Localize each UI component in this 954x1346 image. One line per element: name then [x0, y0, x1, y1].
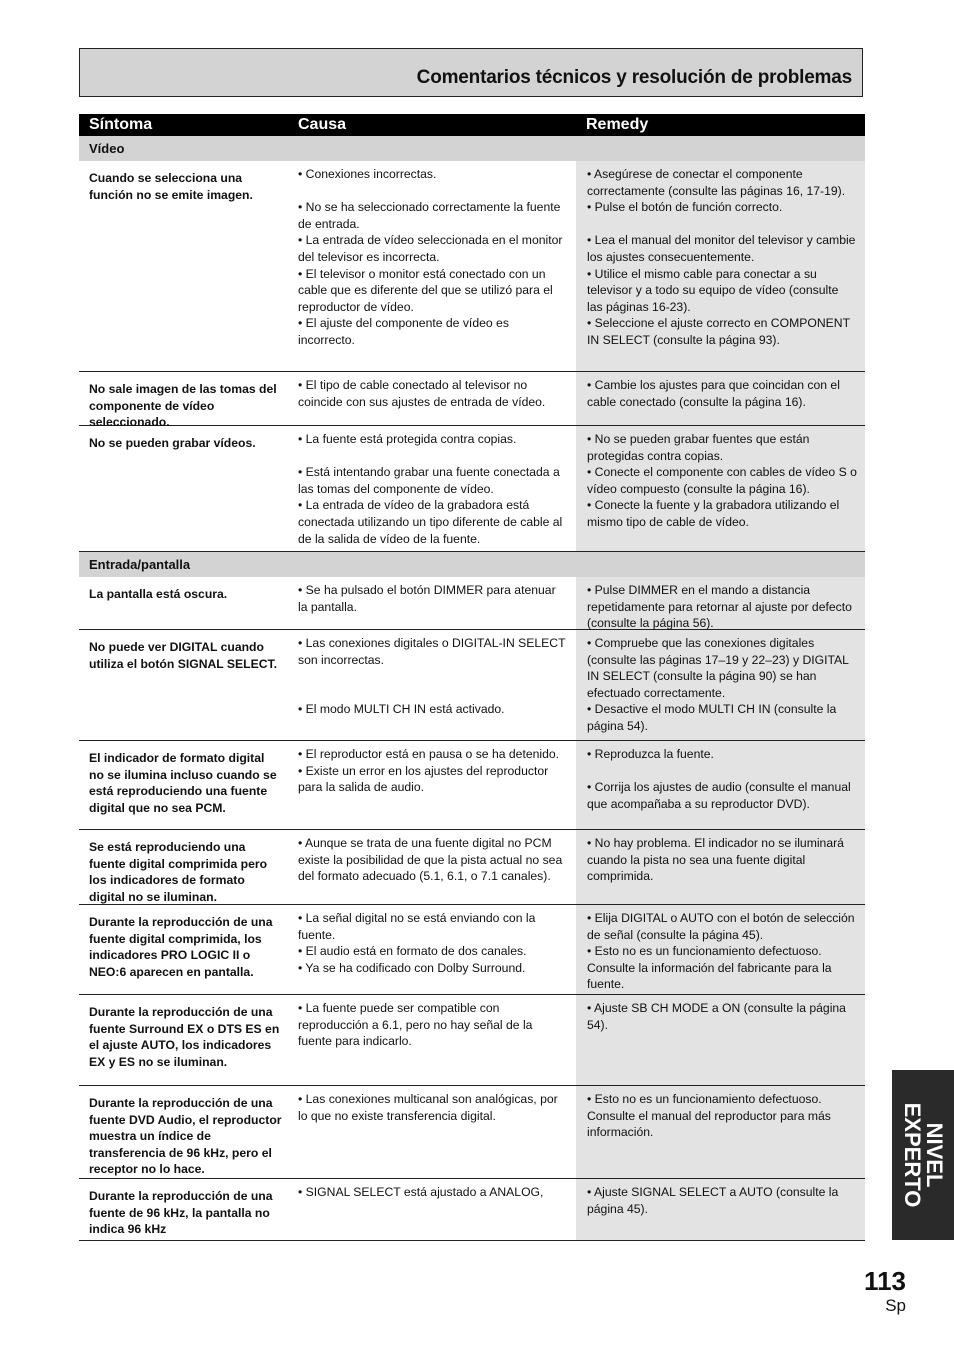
- cause-cell: [288, 830, 576, 904]
- cause-item: • No se ha seleccionado correctamente la fuente de entrada.: [298, 200, 561, 231]
- remedy-item: • Asegúrese de conectar el componente correctamente (consulte las páginas 16, 17-19).: [587, 167, 846, 198]
- remedy-cell: [576, 426, 865, 551]
- remedy-item: • Reproduzca la fuente.: [587, 747, 714, 761]
- cause-cell: [288, 905, 576, 994]
- side-tab-label: [901, 1103, 945, 1208]
- remedy-item: • Lea el manual del monitor del televisor y cambie los ajustes consecuentemente.: [587, 233, 856, 264]
- cause-item: • La fuente está protegida contra copias.: [298, 432, 517, 446]
- cause-cell: [288, 426, 576, 551]
- cause-item: • SIGNAL SELECT está ajustado a ANALOG,: [298, 1185, 544, 1199]
- cause-item: • Está intentando grabar una fuente conectada a las tomas del componente de vídeo.: [298, 465, 560, 496]
- cause-item: • La señal digital no se está enviando con la fuente.: [298, 911, 536, 942]
- remedy-item: • Conecte la fuente y la grabadora utilizando el mismo tipo de cable de vídeo.: [587, 498, 840, 529]
- cause-item: • El ajuste del componente de vídeo es incorrecto.: [298, 316, 509, 347]
- remedy-item: • No se pueden grabar fuentes que están protegidas contra copias.: [587, 432, 810, 463]
- remedy-item: • Seleccione el ajuste correcto en COMPONENT IN SELECT (consulte la página 93).: [587, 316, 850, 347]
- remedy-item: • Compruebe que las conexiones digitales (consulte las páginas 17–19 y 22–23) y DIGITAL IN SELECT (consulte la página 90) se han efectuado correctamente.: [587, 636, 849, 700]
- cause-item: • Aunque se trata de una fuente digital no PCM existe la posibilidad de que la pista actual no sea del formato adecuado (5.1, 6.1, o 7.1 canales).: [298, 836, 563, 884]
- section-header-video: Vídeo: [79, 136, 865, 161]
- symptom-cell: Cuando se selecciona una función no se emite imagen.: [89, 171, 253, 202]
- column-header-symptom: Síntoma: [89, 116, 153, 133]
- remedy-item: • Ajuste SIGNAL SELECT a AUTO (consulte la página 45).: [587, 1185, 839, 1216]
- remedy-item: • Conecte el componente con cables de vídeo S o vídeo compuesto (consulte la página 16).: [587, 465, 857, 496]
- cause-cell: [288, 1179, 576, 1240]
- cause-cell: [288, 161, 576, 371]
- cause-cell: [288, 372, 576, 425]
- remedy-item: • Utilice el mismo cable para conectar a su televisor y a todo su equipo de vídeo (consulte las páginas 16-23).: [587, 266, 839, 314]
- header-banner: [79, 48, 863, 97]
- section-side-tab: [892, 1070, 954, 1240]
- remedy-cell: [576, 741, 865, 829]
- cause-item: • Se ha pulsado el botón DIMMER para atenuar la pantalla.: [298, 583, 556, 614]
- cause-cell: [288, 577, 576, 629]
- symptom-cell: Durante la reproducción de una fuente DVD Audio, el reproductor muestra un índice de transferencia de 96 kHz, pero el receptor no lo hace.: [89, 1096, 282, 1177]
- symptom-cell: No puede ver DIGITAL cuando utiliza el botón SIGNAL SELECT.: [89, 640, 278, 671]
- table-row: [79, 426, 865, 552]
- remedy-item: • Ajuste SB CH MODE a ON (consulte la página 54).: [587, 1001, 846, 1032]
- remedy-cell: [576, 161, 865, 371]
- column-header-cause: Causa: [298, 116, 347, 133]
- page-title: Comentarios técnicos y resolución de problemas: [416, 67, 852, 88]
- symptom-cell: Durante la reproducción de una fuente Surround EX o DTS ES en el ajuste AUTO, los indicadores EX y ES no se iluminan.: [89, 1005, 280, 1069]
- cause-item: • Conexiones incorrectas.: [298, 167, 437, 181]
- remedy-cell: [576, 830, 865, 904]
- remedy-item: • Corrija los ajustes de audio (consulte el manual que acompañaba a su reproductor DVD).: [587, 780, 851, 811]
- table-row: [79, 161, 865, 372]
- side-tab-line2: EXPERTO: [900, 1102, 925, 1208]
- symptom-cell: Durante la reproducción de una fuente de 96 kHz, la pantalla no indica 96 kHz: [89, 1189, 273, 1237]
- remedy-cell: [576, 1086, 865, 1178]
- table-row: [79, 995, 865, 1086]
- cause-cell: [288, 995, 576, 1085]
- table-row: [79, 630, 865, 741]
- remedy-item: • Desactive el modo MULTI CH IN (consulte la página 54).: [587, 702, 837, 733]
- symptom-cell: Durante la reproducción de una fuente digital comprimida, los indicadores PRO LOGIC II o NEO:6 aparecen en pantalla.: [89, 915, 273, 979]
- remedy-item: • Cambie los ajustes para que coincidan con el cable conectado (consulte la página 16).: [587, 378, 840, 409]
- symptom-cell: Se está reproduciendo una fuente digital comprimida pero los indicadores de formato digital no se iluminan.: [89, 840, 268, 904]
- page-number: 113: [864, 1266, 906, 1296]
- troubleshooting-table: [79, 114, 865, 1241]
- page-language-code: Sp: [885, 1296, 906, 1315]
- cause-item: • Las conexiones digitales o DIGITAL-IN SELECT son incorrectas.: [298, 636, 566, 667]
- symptom-cell: El indicador de formato digital no se ilumina incluso cuando se está reproduciendo una fuente digital que no sea PCM.: [89, 751, 277, 815]
- remedy-cell: [576, 905, 865, 994]
- cause-item: • La entrada de vídeo seleccionada en el monitor del televisor es incorrecta.: [298, 233, 563, 264]
- section-header-input-display: Entrada/pantalla: [79, 552, 865, 577]
- table-row: [79, 1179, 865, 1241]
- remedy-cell: [576, 1179, 865, 1240]
- cause-item: • El modo MULTI CH IN está activado.: [298, 702, 505, 717]
- symptom-cell: No sale imagen de las tomas del componente de vídeo seleccionado.: [89, 382, 277, 430]
- table-row: [79, 372, 865, 430]
- remedy-item: • Pulse DIMMER en el mando a distancia repetidamente para retornar al ajuste por defecto (consulte la página 56).: [587, 583, 852, 631]
- remedy-item: • Elija DIGITAL o AUTO con el botón de selección de señal (consulte la página 45).: [587, 911, 855, 942]
- column-header-remedy: Remedy: [586, 116, 649, 133]
- symptom-cell: No se pueden grabar vídeos.: [89, 436, 256, 450]
- remedy-cell: [576, 577, 865, 629]
- cause-item: • El tipo de cable conectado al televisor no coincide con sus ajustes de entrada de vídeo.: [298, 378, 546, 409]
- table-row: [79, 741, 865, 830]
- cause-cell: [288, 1086, 576, 1178]
- remedy-cell: [576, 630, 865, 740]
- table-row: [79, 577, 865, 630]
- remedy-cell: [576, 372, 865, 425]
- remedy-item: • Pulse el botón de función correcto.: [587, 200, 783, 215]
- cause-item: • La fuente puede ser compatible con reproducción a 6.1, pero no hay señal de la fuente para indicarlo.: [298, 1001, 533, 1049]
- cause-cell: [288, 741, 576, 829]
- symptom-cell: La pantalla está oscura.: [89, 587, 228, 601]
- cause-item: • Existe un error en los ajustes del reproductor para la salida de audio.: [298, 763, 549, 795]
- side-tab-line1: NIVEL: [922, 1122, 947, 1188]
- table-row: [79, 830, 865, 905]
- cause-item: • Ya se ha codificado con Dolby Surround.: [298, 960, 526, 975]
- remedy-cell: [576, 995, 865, 1085]
- cause-item: • La entrada de vídeo de la grabadora está conectada utilizando un tipo diferente de cable al de la salida de vídeo de la fuente.: [298, 498, 563, 546]
- cause-item: • El televisor o monitor está conectado con un cable que es diferente del que se utilizó para el reproductor de vídeo.: [298, 266, 553, 314]
- cause-item: • El reproductor está en pausa o se ha detenido.: [298, 747, 560, 761]
- table-row: [79, 1086, 865, 1179]
- remedy-item: • No hay problema. El indicador no se iluminará cuando la pista no sea una fuente digital comprimida.: [587, 836, 844, 884]
- table-row: [79, 905, 865, 995]
- cause-item: • Las conexiones multicanal son analógicas, por lo que no existe transferencia digital.: [298, 1092, 558, 1123]
- table-header: [79, 114, 865, 136]
- remedy-item: • Esto no es un funcionamiento defectuoso. Consulte la información del fabricante para la fuente.: [587, 944, 832, 992]
- cause-cell: [288, 630, 576, 740]
- cause-item: • El audio está en formato de dos canales.: [298, 944, 527, 959]
- remedy-item: • Esto no es un funcionamiento defectuoso. Consulte el manual del reproductor para más información.: [587, 1092, 831, 1140]
